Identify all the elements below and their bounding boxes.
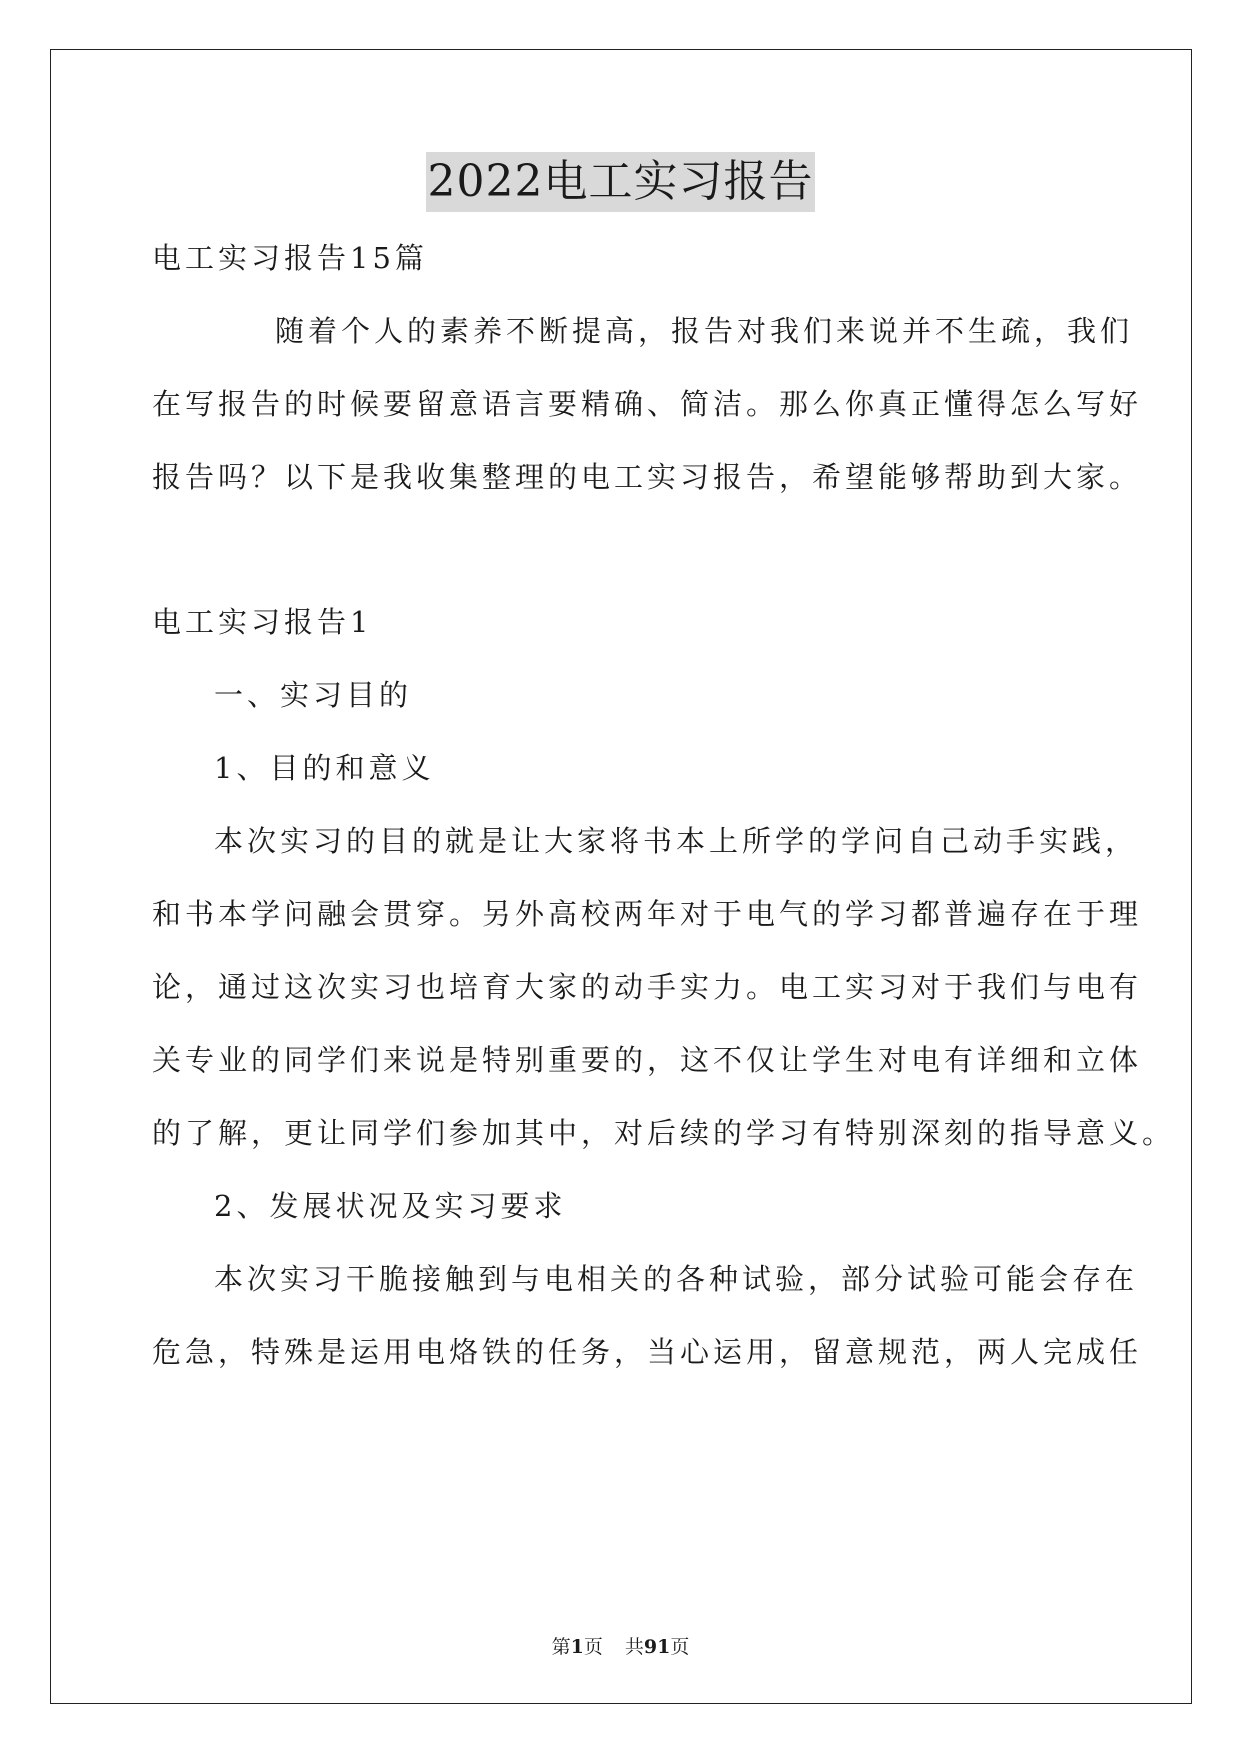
subsection-heading: 2、发展状况及实习要求: [214, 1189, 567, 1223]
paragraph-line: 报告吗？以下是我收集整理的电工实习报告，希望能够帮助到大家。: [152, 460, 1143, 494]
total-page-number: 91: [643, 1636, 671, 1658]
footer-middle: 页: [583, 1636, 603, 1658]
paragraph-line: 随着个人的素养不断提高，报告对我们来说并不生疏，我们: [275, 314, 1134, 348]
footer-prefix: 第: [551, 1636, 571, 1658]
paragraph-line: 危急，特殊是运用电烙铁的任务，当心运用，留意规范，两人完成任: [152, 1335, 1143, 1369]
paragraph-line: 本次实习干脆接触到与电相关的各种试验，部分试验可能会存在: [214, 1262, 1139, 1296]
subtitle-line: 电工实习报告15篇: [152, 241, 428, 275]
subsection-heading: 1、目的和意义: [214, 751, 435, 785]
section-heading: 电工实习报告1: [152, 605, 373, 639]
paragraph-line: 关专业的同学们来说是特别重要的，这不仅让学生对电有详细和立体: [152, 1043, 1143, 1077]
page-border: [50, 49, 1192, 1704]
document-title: 2022电工实习报告: [426, 152, 816, 212]
paragraph-line: 的了解，更让同学们参加其中，对后续的学习有特别深刻的指导意义。: [152, 1116, 1176, 1150]
footer-total-prefix: 共: [624, 1636, 644, 1658]
page-footer: [0, 1634, 1241, 1660]
title-container: [0, 152, 1241, 212]
paragraph-line: 本次实习的目的就是让大家将书本上所学的学问自己动手实践，: [214, 824, 1139, 858]
current-page-number: 1: [570, 1636, 584, 1658]
subsection-heading: 一、实习目的: [214, 678, 413, 712]
paragraph-line: 论，通过这次实习也培育大家的动手实力。电工实习对于我们与电有: [152, 970, 1143, 1004]
paragraph-line: 在写报告的时候要留意语言要精确、简洁。那么你真正懂得怎么写好: [152, 387, 1143, 421]
footer-suffix: 页: [670, 1636, 690, 1658]
paragraph-line: 和书本学问融会贯穿。另外高校两年对于电气的学习都普遍存在于理: [152, 897, 1143, 931]
